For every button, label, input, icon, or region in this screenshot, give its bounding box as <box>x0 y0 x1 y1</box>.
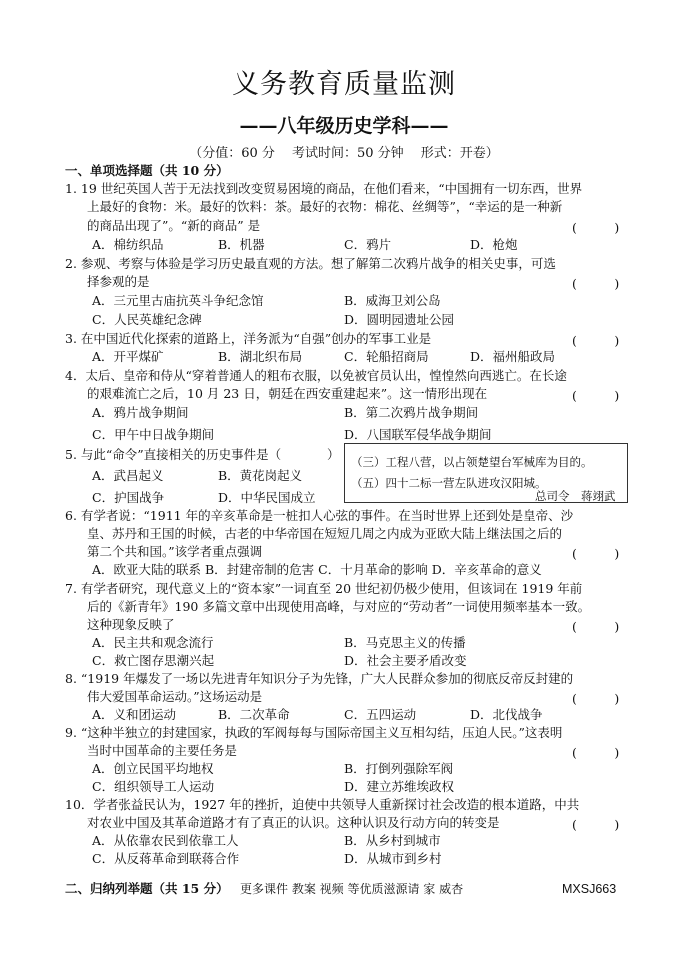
q5-line1: 5. 与此“命令”直接相关的历史事件是（ <box>65 447 282 462</box>
q1-answer-paren[interactable]: ( ) <box>572 220 620 235</box>
q8-option-a: A．义和团运动 <box>92 707 177 722</box>
q7-answer-paren[interactable]: ( ) <box>572 619 620 634</box>
q9-option-a: A．创立民国平均地权 <box>92 761 214 776</box>
q1-option-a: A．棉纺织品 <box>92 237 164 252</box>
exam-title: 义务教育质量监测 <box>232 69 456 100</box>
q2-option-c: C．人民英雄纪念碑 <box>92 312 202 327</box>
q10-option-d: D．从城市到乡村 <box>344 851 442 866</box>
q10-line1: 10．学者张益民认为，1927 年的挫折，迫使中共领导人重新探讨社会改造的根本道路，中共 <box>65 797 580 812</box>
q7-option-b: B．马克思主义的传播 <box>344 635 466 650</box>
q3-option-c: C．轮船招商局 <box>344 349 429 364</box>
q7-option-d: D．社会主要矛盾改变 <box>344 653 467 668</box>
q9-option-b: B．打倒列强除军阀 <box>344 761 454 776</box>
q1-line1: 1. 19 世纪英国人苦于无法找到改变贸易困境的商品，在他们看来，“中国拥有一切东西，世界 <box>65 181 583 196</box>
q3-option-a: A．开平煤矿 <box>92 349 164 364</box>
footer-ad-text: 更多课件 教案 视频 等优质滋源请 家 威杏 <box>240 882 464 896</box>
q1-line2: 上最好的食物：米。最好的饮料：茶。最好的衣物：棉花、丝绸等”，“幸运的是一种新 <box>87 199 563 214</box>
q5-option-d: D．中华民国成立 <box>218 490 316 505</box>
q5-box-line2: （五）四十二标一营左队进攻汉阳城。 <box>351 476 547 490</box>
q5-box-signature: 总司令 蒋翊武 <box>535 489 616 503</box>
section1-title: 一、单项选择题（共 10 分） <box>65 163 229 178</box>
q6-answer-paren[interactable]: ( ) <box>572 546 620 561</box>
exam-meta: （分值：60 分 考试时间：50 分钟 形式：开卷） <box>189 146 499 161</box>
q9-option-c: C．组织领导工人运动 <box>92 779 215 794</box>
q8-line1: 8. “1919 年爆发了一场以先进青年知识分子为先锋，广大人民群众参加的彻底反帝反封建的 <box>65 671 574 686</box>
q10-option-c: C．从反蒋革命到联蒋合作 <box>92 851 240 866</box>
q9-line2: 当时中国革命的主要任务是 <box>87 743 238 758</box>
q2-option-d: D．圆明园遗址公园 <box>344 312 455 327</box>
section2-title: 二、归纳列举题（共 15 分） <box>65 881 229 896</box>
q9-option-d: D．建立苏维埃政权 <box>344 779 455 794</box>
q9-line1: 9. “这种半独立的封建国家，执政的军阀每每与国际帝国主义互相勾结，压迫人民。”这表明 <box>65 725 563 740</box>
q7-line2: 后的《新青年》190 多篇文章中出现使用高峰，与对应的“劳动者”一词使用频率基本一致。 <box>87 599 591 614</box>
q3-option-d: D．福州船政局 <box>470 349 556 364</box>
q7-option-a: A．民主共和观念流行 <box>92 635 214 650</box>
q5-option-a: A．武昌起义 <box>92 468 164 483</box>
q10-answer-paren[interactable]: ( ) <box>572 817 620 832</box>
footer-code: MXSJ663 <box>562 882 617 896</box>
q4-option-c: C．甲午中日战争期间 <box>92 427 215 442</box>
q5-order-box <box>344 443 628 503</box>
q3-answer-paren[interactable]: ( ) <box>572 333 620 348</box>
q6-line2: 皇、苏丹和王国的时候，古老的中华帝国在短短几周之内成为亚欧大陆上继法国之后的 <box>87 526 563 541</box>
q8-answer-paren[interactable]: ( ) <box>572 691 620 706</box>
q1-option-b: B．机器 <box>218 237 265 252</box>
q4-option-a: A．鸦片战争期间 <box>92 405 189 420</box>
q4-line2: 的艰难流亡之后，10 月 23 日，朝廷在西安重建起来”。这一情形出现在 <box>87 386 488 401</box>
q4-option-b: B．第二次鸦片战争期间 <box>344 405 479 420</box>
q2-option-a: A．三元里古庙抗英斗争纪念馆 <box>92 293 264 308</box>
q1-option-c: C．鸦片 <box>344 237 392 252</box>
q8-option-b: B．二次革命 <box>218 707 290 722</box>
q7-option-c: C．救亡图存思潮兴起 <box>92 653 215 668</box>
q8-option-d: D．北伐战争 <box>470 707 543 722</box>
q5-box-line1: （三）工程八营，以占领楚望台军械库为目的。 <box>351 455 593 469</box>
q2-line2: 择参观的是 <box>87 274 150 289</box>
q5-option-c: C．护国战争 <box>92 490 165 505</box>
q4-answer-paren[interactable]: ( ) <box>572 388 620 403</box>
q10-line2: 对农业中国及其革命道路才有了真正的认识。这种认识及行动方向的转变是 <box>87 815 500 830</box>
q8-option-c: C．五四运动 <box>344 707 417 722</box>
q10-option-b: B．从乡村到城市 <box>344 833 441 848</box>
q7-line3: 这种现象反映了 <box>87 617 175 632</box>
q6-line1: 6. 有学者说：“1911 年的辛亥革命是一桩扣人心弦的事件。在当时世界上还到处是皇帝、沙 <box>65 508 574 523</box>
exam-subtitle: ——八年级历史学科—— <box>239 115 449 137</box>
q1-option-d: D．枪炮 <box>470 237 518 252</box>
q5-option-b: B．黄花岗起义 <box>218 468 303 483</box>
q10-option-a: A．从依靠农民到依靠工人 <box>92 833 239 848</box>
q4-option-d: D．八国联军侵华战争期间 <box>344 427 492 442</box>
q6-options: A．欧亚大陆的联系 B．封建帝制的危害 C．十月革命的影响 D．辛亥革命的意义 <box>92 562 542 577</box>
q3-line1: 3. 在中国近代化探索的道路上，洋务派为“自强”创办的军事工业是 <box>65 331 432 346</box>
q1-line3: 的商品出现了”。“新的商品” 是 <box>87 218 261 233</box>
q7-line1: 7. 有学者研究，现代意义上的“资本家”一词直至 20 世纪初仍极少使用，但该词在 1919 年前 <box>65 581 583 596</box>
q2-option-b: B．威海卫刘公岛 <box>344 293 441 308</box>
q5-line1-close: ） <box>327 447 340 462</box>
q6-line3: 第二个共和国。”该学者重点强调 <box>87 544 263 559</box>
q2-answer-paren[interactable]: ( ) <box>572 276 620 291</box>
q8-line2: 伟大爱国革命运动。”这场运动是 <box>87 689 263 704</box>
q9-answer-paren[interactable]: ( ) <box>572 745 620 760</box>
q2-line1: 2. 参观、考察与体验是学习历史最直观的方法。想了解第二次鸦片战争的相关史事，可选 <box>65 256 556 271</box>
q3-option-b: B．湖北织布局 <box>218 349 303 364</box>
q4-line1: 4．太后、皇帝和侍从“穿着普通人的粗布衣服，以免被官员认出，惶惶然向西逃亡。在长途 <box>65 368 567 383</box>
